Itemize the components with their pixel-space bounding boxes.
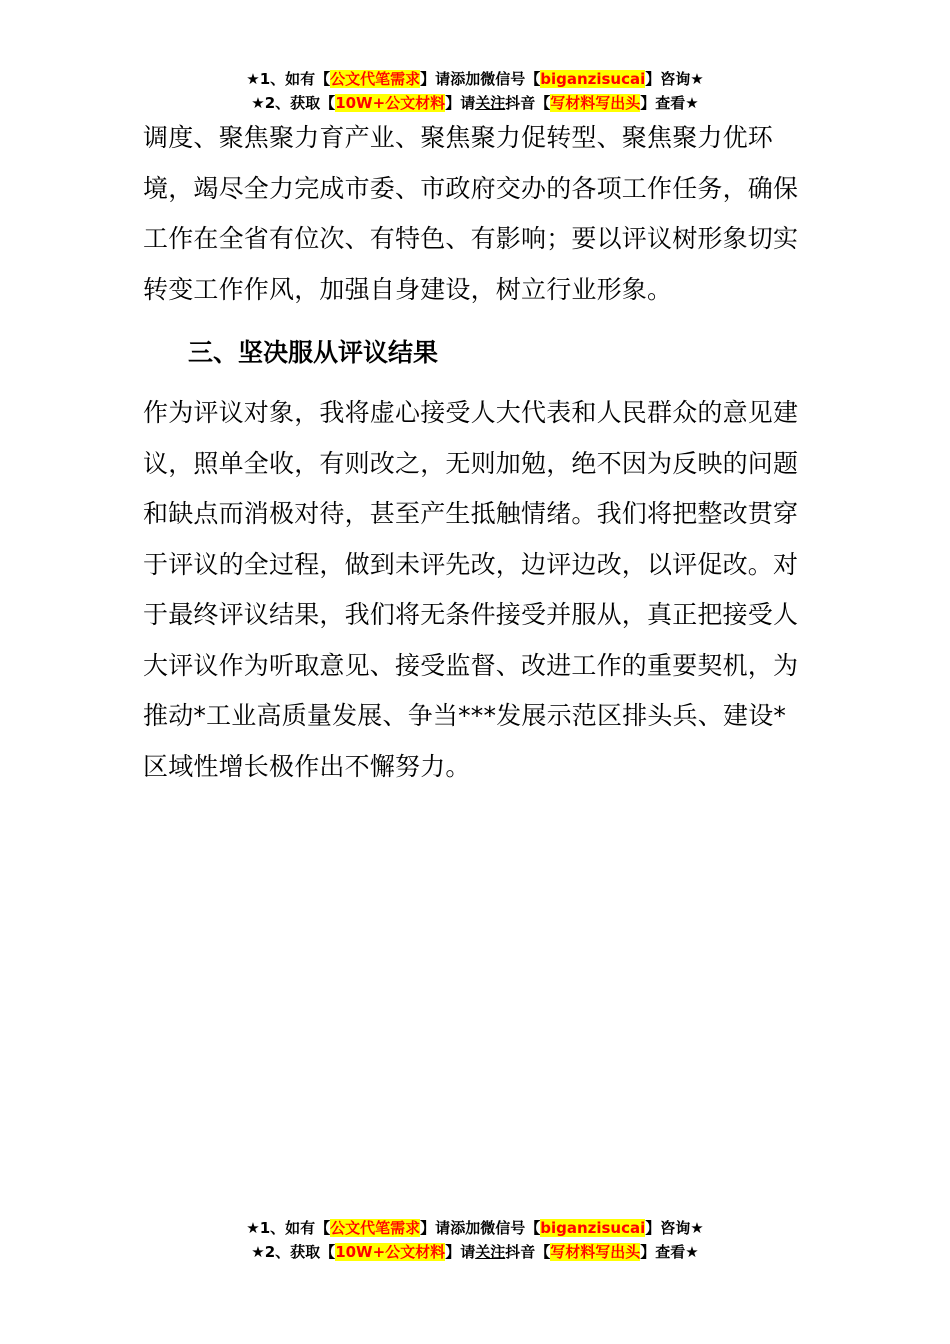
promo-line-2 (0, 91, 950, 115)
promo-wechat-id: biganzisucai (540, 70, 646, 88)
promo-text: 】咨询★ (645, 70, 704, 88)
header-promo-banner (0, 67, 950, 115)
promo-emphasis: 关注 (475, 94, 506, 112)
promo-text: 微信号【 (480, 1219, 541, 1237)
footer-promo-banner (0, 1216, 950, 1264)
promo-text: 】请 (445, 1243, 476, 1261)
promo-highlight: 公文代笔需求 (330, 70, 421, 88)
promo-text: 】请 (445, 94, 476, 112)
promo-text: 】查看★ (640, 94, 699, 112)
promo-text: 微信号【 (480, 70, 541, 88)
promo-text: 抖音【 (505, 94, 551, 112)
section-heading: 三、坚决服从评议结果 (188, 338, 439, 367)
promo-text: 】咨询★ (645, 1219, 704, 1237)
promo-douyin-id: 写材料写出头 (550, 94, 641, 112)
promo-text: ★2、获取【 (251, 1243, 336, 1261)
promo-emphasis: 添加 (450, 70, 481, 88)
body-paragraph-1: 调度、聚焦聚力育产业、聚焦聚力促转型、聚焦聚力优环境，竭尽全力完成市委、市政府交办的各项工作任务，确保工作在全省有位次、有特色、有影响；要以评议树形象切实转变工作作风，加强自身建设，树立行业形象。 (143, 123, 799, 304)
promo-wechat-id: biganzisucai (540, 1219, 646, 1237)
promo-highlight: 10W+公文材料 (335, 1243, 446, 1261)
promo-douyin-id: 写材料写出头 (550, 1243, 641, 1261)
promo-emphasis: 关注 (475, 1243, 506, 1261)
promo-line-2 (0, 1240, 950, 1264)
promo-emphasis: 添加 (450, 1219, 481, 1237)
promo-text: ★1、如有【 (246, 70, 331, 88)
promo-text: 】请 (420, 1219, 451, 1237)
body-paragraph-2: 作为评议对象，我将虚心接受人大代表和人民群众的意见建议，照单全收，有则改之，无则加勉，绝不因为反映的问题和缺点而消极对待，甚至产生抵触情绪。我们将把整改贯穿于评议的全过程，做到未评先改，边评边改，以评促改。对于最终评议结果，我们将无条件接受并服从，真正把接受人大评议作为听取意见、接受监督、改进工作的重要契机，为推动*工业高质量发展、争当***发展示范区排头兵、建设*区域性增长极作出不懈努力。 (143, 398, 799, 781)
promo-highlight: 公文代笔需求 (330, 1219, 421, 1237)
promo-text: ★2、获取【 (251, 94, 336, 112)
promo-highlight: 10W+公文材料 (335, 94, 446, 112)
promo-text: 】查看★ (640, 1243, 699, 1261)
promo-text: 】请 (420, 70, 451, 88)
promo-text: ★1、如有【 (246, 1219, 331, 1237)
promo-line-1 (0, 67, 950, 91)
promo-line-1 (0, 1216, 950, 1240)
promo-text: 抖音【 (505, 1243, 551, 1261)
